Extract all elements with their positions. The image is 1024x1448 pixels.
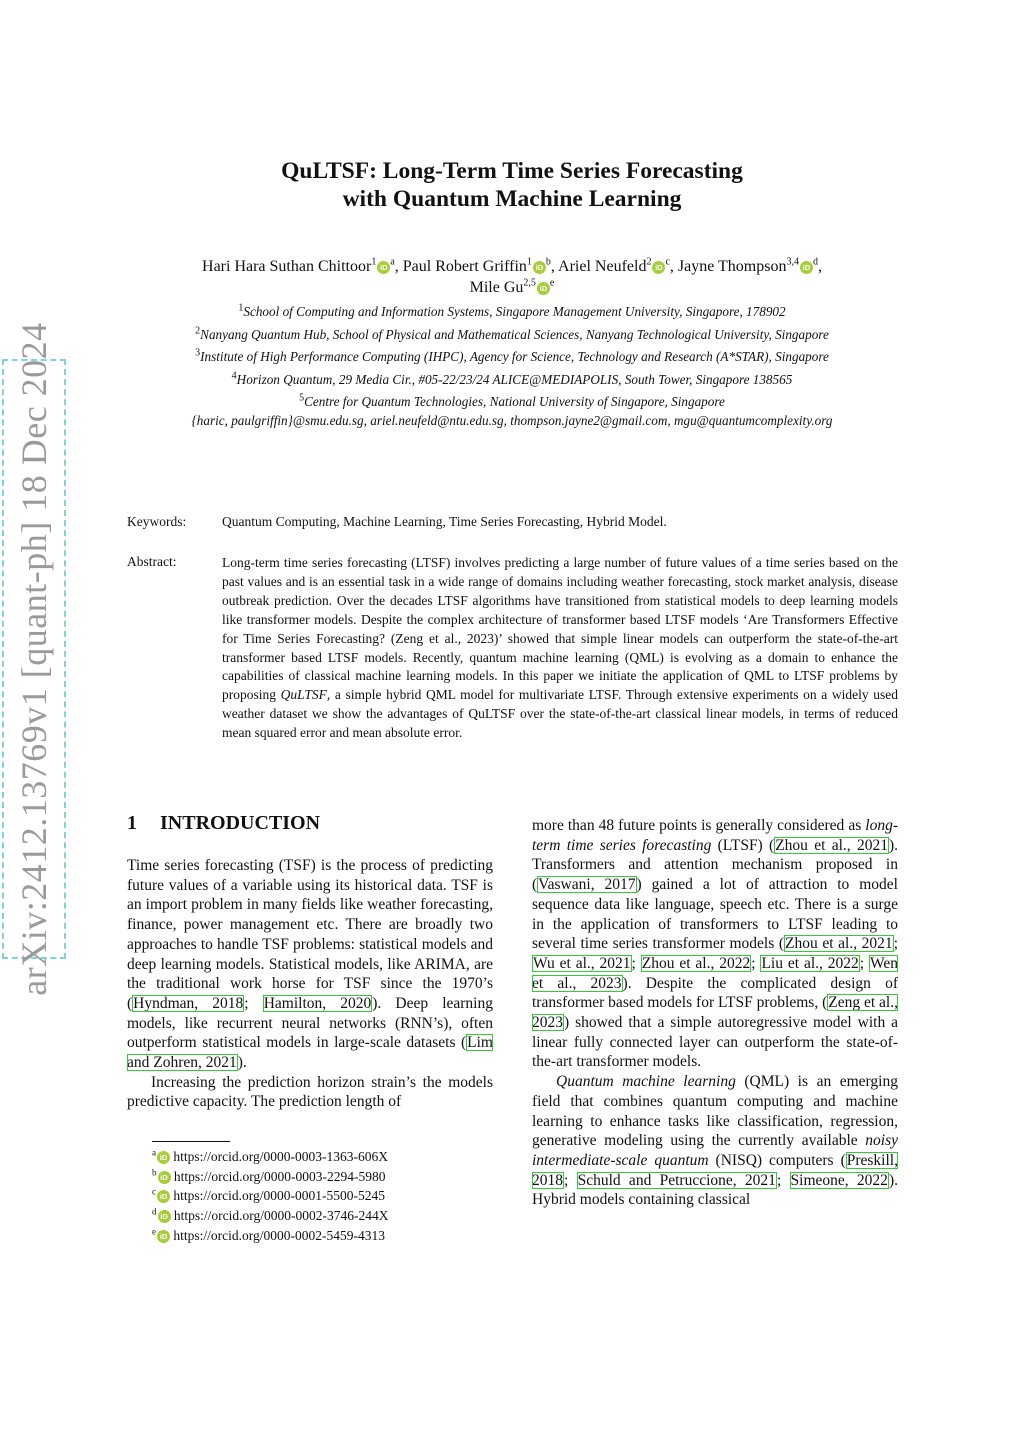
orcid-icon: iD — [157, 1230, 170, 1243]
left-column — [127, 856, 493, 1112]
intro-paragraph-4 — [532, 1072, 898, 1210]
author-affil-ref: 1 — [371, 256, 377, 268]
intro-paragraph-1 — [127, 856, 493, 1073]
affiliation-number: 2 — [195, 325, 201, 337]
abstract-label: Abstract: — [127, 554, 177, 569]
text-run: Quantum machine learning — [556, 1073, 736, 1091]
keywords-text: Quantum Computing, Machine Learning, Time Series Forecasting, Hybrid Model. — [222, 514, 667, 529]
text-run: ). Hybrid models containing classical — [532, 1171, 898, 1209]
orcid-icon: iD — [157, 1190, 170, 1203]
citation-link[interactable]: Hyndman, 2018 — [133, 994, 244, 1012]
orcid-icon[interactable]: iD — [377, 261, 390, 274]
footnote — [152, 1186, 388, 1206]
orcid-mark: e — [549, 277, 555, 289]
text-run: ) gained a lot of attraction to model sequence data like language, speech etc. There is a surge in the application of transformers to LTSF leading to several time series transformer models ( — [532, 876, 898, 953]
affiliation — [0, 372, 1024, 388]
footnote — [152, 1226, 388, 1246]
text-run: ; — [776, 1171, 790, 1189]
author-separator: , — [394, 258, 403, 275]
affiliation-text: Nanyang Quantum Hub, School of Physical and Mathematical Sciences, Nanyang Technological University, Singapore — [200, 327, 829, 342]
section-heading — [127, 812, 320, 835]
text-run: ; — [859, 954, 869, 972]
author-separator: , — [550, 258, 559, 275]
text-run: ). — [237, 1054, 247, 1072]
orcid-mark: c — [665, 256, 670, 268]
title-line-2: with Quantum Machine Learning — [342, 186, 682, 212]
text-run: long-term time series forecasting — [532, 817, 898, 854]
affiliation — [0, 304, 1024, 320]
orcid-url-link[interactable]: https://orcid.org/0000-0002-5459-4313 — [173, 1227, 385, 1243]
text-run: Time series forecasting (TSF) is the process of predicting future values of a variable using its historical data. TSF is an import problem in many fields like weather forecasting, finance, power management etc. There are broadly two approaches to handle TSF problems: statistical models and deep learning models. Statistical models, like ARIMA, are the traditional work horse for TSF since the 1970’s ( — [127, 857, 493, 1012]
orcid-url-link[interactable]: https://orcid.org/0000-0003-1363-606X — [173, 1149, 388, 1164]
affiliation-number: 5 — [299, 392, 305, 404]
author-name: Ariel Neufeld — [558, 258, 647, 275]
abstract-model-name: QuLTSF — [280, 687, 327, 703]
affiliation — [0, 327, 1024, 343]
citation-link[interactable]: Liu et al., 2022 — [761, 954, 859, 972]
citation-link[interactable]: Hamilton, 2020 — [263, 994, 372, 1012]
affiliation — [0, 394, 1024, 410]
text-run: ; — [631, 954, 641, 972]
text-run: ; — [751, 954, 761, 972]
paper-title — [0, 157, 1024, 213]
affiliation-text: School of Computing and Information Systems, Singapore Management University, Singapore, 178902 — [243, 304, 786, 319]
citation-link[interactable]: Zhou et al., 2022 — [641, 954, 751, 972]
abstract-part: Long-term time series forecasting (LTSF) involves predicting a large number of future values of a time series based on the past values and is an essential task in a wide range of domains including weather forecasting, stock market analysis, disease outbreak prediction. Over the decades LTSF algorithms have transitioned from statistical models to deep learning models like transformer models. Despite the complex architecture of transformer based LTSF models ‘Are Transformers Effective for Time Series Forecasting? (Zeng et al., 2023)’ showed that simple linear models can outperform the state-of-the-art transformer based LTSF models. Recently, quantum machine learning (QML) is evolving as a domain to enhance the capabilities of classical machine learning models. In this paper we initiate the application of QML to LTSF problems by proposing — [222, 555, 898, 703]
section-number: 1 — [127, 812, 137, 834]
orcid-icon[interactable]: iD — [800, 261, 813, 274]
text-run: ). Transformers and attention mechanism proposed in ( — [532, 836, 898, 894]
text-run: ). Deep learning models, like recurrent neural networks (RNN’s), often outperform statistical models in large-scale datasets ( — [127, 994, 493, 1052]
section-title: INTRODUCTION — [160, 812, 321, 834]
orcid-icon[interactable]: iD — [533, 261, 546, 274]
author-separator: , — [669, 258, 678, 275]
orcid-mark: a — [390, 256, 395, 268]
affiliation-number: 3 — [195, 347, 201, 359]
arxiv-stamp: arXiv:2412.13769v1 [quant-ph] 18 Dec 2024 — [2, 359, 66, 959]
footnote-mark: c — [152, 1186, 156, 1197]
affiliation-number: 1 — [238, 302, 244, 314]
author-separator: , — [817, 258, 822, 275]
affiliation-text: Institute of High Performance Computing (IHPC), Agency for Science, Technology and Research (A*STAR), Singapore — [200, 349, 829, 364]
footnote-mark: b — [152, 1167, 157, 1178]
footnote — [152, 1147, 388, 1167]
text-run: ; — [564, 1171, 577, 1189]
author-affil-ref: 1 — [526, 256, 532, 268]
author-name: Mile Gu — [469, 279, 524, 296]
orcid-icon: iD — [158, 1210, 171, 1223]
intro-paragraph-2: Increasing the prediction horizon strain’s the models predictive capacity. The prediction length of — [127, 1073, 493, 1111]
text-run: ; — [244, 994, 263, 1012]
orcid-url-link[interactable]: https://orcid.org/0000-0002-3746-244X — [173, 1208, 389, 1224]
affiliation-text: Horizon Quantum, 29 Media Cir., #05-22/23/24 ALICE@MEDIAPOLIS, South Tower, Singapore 138565 — [236, 372, 793, 387]
footnote-mark: e — [152, 1226, 156, 1237]
text-run: more than 48 future points is generally considered as — [532, 817, 866, 834]
author-list — [0, 256, 1024, 298]
footnote-mark: d — [152, 1206, 157, 1217]
citation-link[interactable]: Schuld and Petruccione, 2021 — [577, 1171, 776, 1189]
affiliation — [0, 349, 1024, 365]
text-run: ) showed that a simple autoregressive model with a linear fully connected layer can outperform the state-of-the-art transformer models. — [532, 1014, 898, 1071]
affiliation-text: Centre for Quantum Technologies, National University of Singapore, Singapore — [304, 394, 725, 409]
orcid-icon[interactable]: iD — [537, 282, 550, 295]
author-name: Jayne Thompson — [677, 258, 787, 275]
author-name: Paul Robert Griffin — [402, 258, 527, 275]
abstract-part: , a simple hybrid QML model for multivariate LTSF. Through extensive experiments on a widely used weather dataset we show the advantages of QuLTSF over the state-of-the-art classical linear models, in terms of reduced mean squared error and mean absolute error. — [222, 687, 898, 741]
text-run: (LTSF) ( — [711, 836, 775, 854]
footnote-divider — [152, 1141, 230, 1142]
author-affil-ref: 3,4 — [786, 256, 799, 268]
citation-link[interactable]: Simeone, 2022 — [790, 1171, 888, 1189]
citation-link[interactable]: Preskill, 2018 — [532, 1151, 898, 1189]
author-emails: {haric, paulgriffin}@smu.edu.sg, ariel.neufeld@ntu.edu.sg, thompson.jayne2@gmail.com, mgu@quantumcomplexity.org — [191, 413, 833, 428]
orcid-icon: iD — [158, 1171, 171, 1184]
author-affil-ref: 2,5 — [523, 277, 536, 289]
affiliation-number: 4 — [231, 370, 237, 382]
orcid-mark: b — [545, 256, 551, 268]
citation-link[interactable]: Wu et al., 2021 — [533, 954, 631, 972]
author-affil-ref: 2 — [646, 256, 652, 268]
citation-link[interactable]: Zhou et al., 2021 — [785, 935, 893, 953]
text-run: ). Despite the complicated design of transformer based models for LTSF problems, ( — [532, 974, 898, 1012]
citation-link[interactable]: Zeng et al., 2023 — [532, 994, 898, 1032]
orcid-icon[interactable]: iD — [652, 261, 665, 274]
orcid-url-link[interactable]: https://orcid.org/0000-0003-2294-5980 — [173, 1168, 386, 1184]
footnote-mark: a — [152, 1147, 156, 1158]
orcid-icon: iD — [157, 1151, 170, 1164]
text-run: (QML) is an emerging field that combines quantum computing and machine learning to enhance tasks like classification, regression, generative modeling using the currently available — [532, 1073, 898, 1150]
orcid-mark: d — [812, 256, 818, 268]
author-name: Hari Hara Suthan Chittoor — [202, 258, 372, 275]
citation-link[interactable]: Vaswani, 2017 — [538, 876, 636, 894]
footnote — [152, 1206, 388, 1226]
footnotes — [152, 1147, 388, 1246]
text-run: ; — [893, 935, 898, 953]
citation-link[interactable]: Lim and Zohren, 2021 — [127, 1034, 493, 1072]
text-run: (NISQ) computers ( — [708, 1151, 846, 1169]
intro-paragraph-3 — [532, 816, 898, 1072]
title-line-1: QuLTSF: Long-Term Time Series Forecasting — [281, 158, 743, 184]
citation-link[interactable]: Wen et al., 2023 — [532, 954, 899, 992]
citation-link[interactable]: Zhou et al., 2021 — [775, 836, 888, 854]
keywords-label: Keywords: — [127, 514, 187, 529]
text-run: noisy intermediate-scale quantum — [532, 1132, 898, 1169]
right-column — [532, 816, 898, 1210]
abstract-text — [222, 554, 898, 743]
footnote — [152, 1167, 388, 1187]
orcid-url-link[interactable]: https://orcid.org/0000-0001-5500-5245 — [173, 1188, 385, 1204]
